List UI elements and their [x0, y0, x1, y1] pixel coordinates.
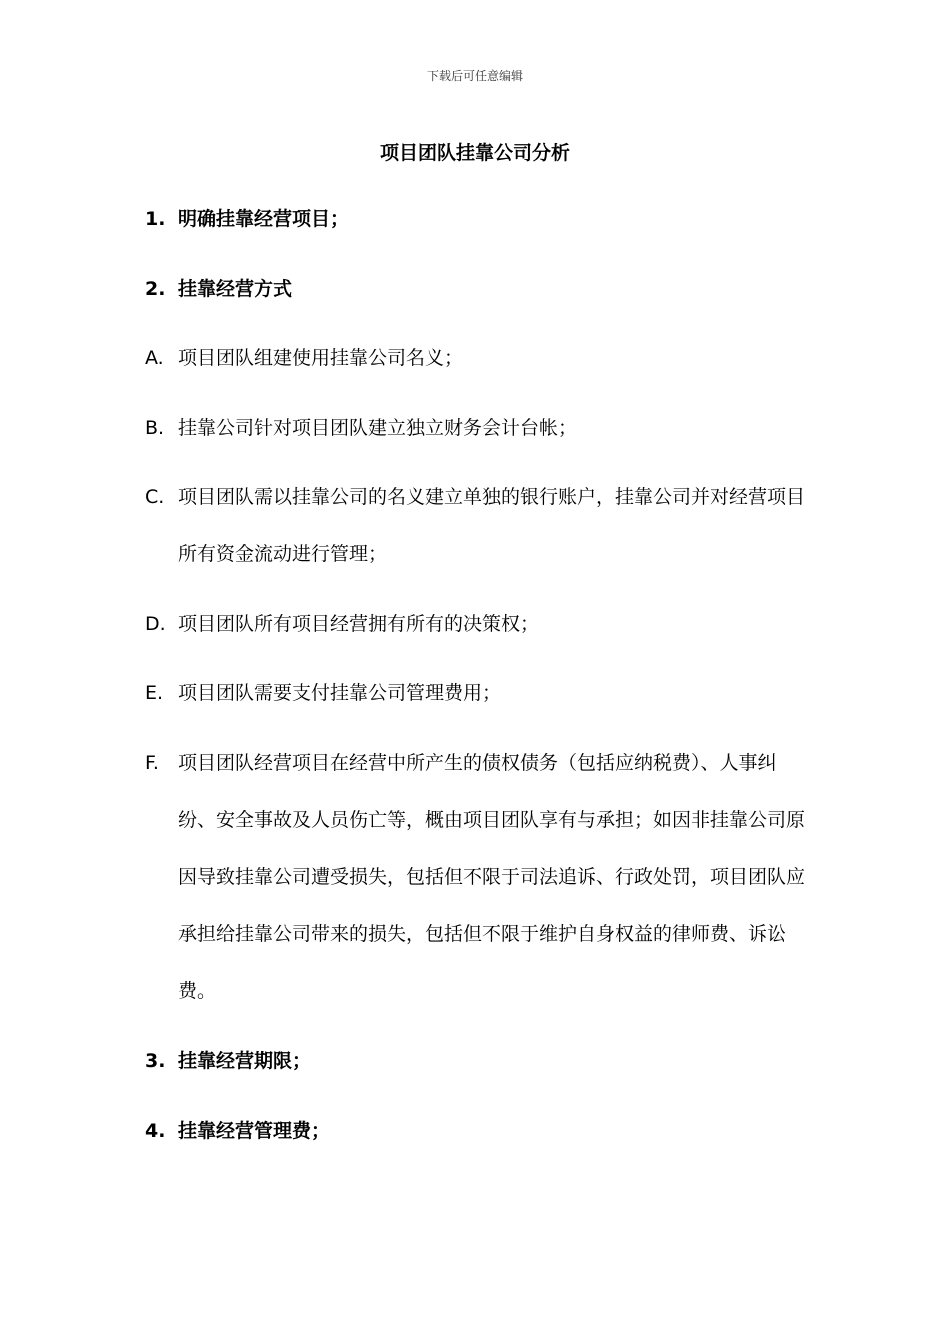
section-3 [145, 1033, 810, 1090]
list-item-a [145, 330, 810, 387]
list-item-e-text: 项目团队需要支付挂靠公司管理费用； [178, 682, 502, 704]
list-item-f-text: 项目团队经营项目在经营中所产生的债权债务（包括应纳税费）、人事纠纷、安全事故及人员伤亡等，概由项目团队享有与承担；如因非挂靠公司原因导致挂靠公司遭受损失，包括但不限于司法追诉、行政处罚，项目团队应承担给挂靠公司带来的损失，包括但不限于维护自身权益的律师费、诉讼费。 [178, 752, 806, 1002]
list-item-c [145, 469, 810, 583]
section-4-number: 4. [145, 1120, 166, 1142]
section-3-number: 3. [145, 1050, 166, 1072]
list-item-b [145, 400, 810, 457]
section-2 [145, 261, 810, 318]
list-item-d-marker: D. [145, 613, 166, 635]
section-1-text: 明确挂靠经营项目； [178, 208, 350, 230]
section-3-text: 挂靠经营期限； [178, 1050, 312, 1072]
list-item-c-text: 项目团队需以挂靠公司的名义建立单独的银行账户，挂靠公司并对经营项目所有资金流动进行管理； [178, 486, 806, 565]
list-item-a-marker: A. [145, 347, 164, 369]
list-item-e [145, 665, 810, 722]
document-title: 项目团队挂靠公司分析 [379, 142, 570, 164]
list-item-f-marker: F. [145, 752, 159, 774]
section-2-text: 挂靠经营方式 [178, 278, 293, 300]
section-4-text: 挂靠经营管理费； [178, 1120, 331, 1142]
list-item-b-text: 挂靠公司针对项目团队建立独立财务会计台帐； [178, 417, 578, 439]
list-item-e-marker: E. [145, 682, 164, 704]
list-item-d-text: 项目团队所有项目经营拥有所有的决策权； [178, 613, 540, 635]
section-2-number: 2. [145, 278, 166, 300]
section-4 [145, 1103, 810, 1160]
list-item-c-marker: C. [145, 486, 165, 508]
list-item-b-marker: B. [145, 417, 165, 439]
section-1 [145, 191, 810, 248]
section-1-number: 1. [145, 208, 166, 230]
list-item-a-text: 项目团队组建使用挂靠公司名义； [178, 347, 464, 369]
header-note: 下载后可任意编辑 [426, 69, 523, 83]
list-item-d [145, 596, 810, 653]
list-item-f [145, 735, 810, 1020]
